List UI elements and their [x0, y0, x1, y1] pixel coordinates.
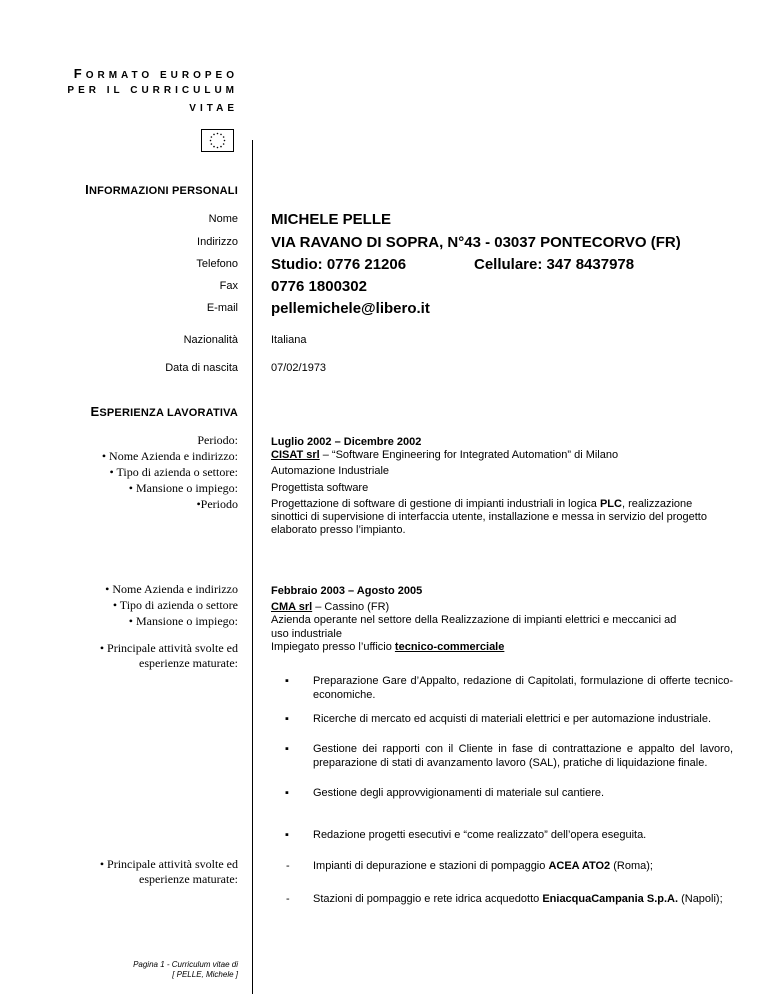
- job2-activity-1: Preparazione Gare d’Appalto, redazione di Capitolati, formulazione di offerte tecnico-economiche.: [313, 675, 733, 701]
- section-work-rest: SPERIENZA LAVORATIVA: [99, 407, 238, 419]
- footer-line-2: [ PELLE, Michele ]: [172, 970, 238, 979]
- job2-label-activities2-1: • Principale attività svolte ed: [99, 857, 238, 871]
- job2-period: Febbraio 2003 – Agosto 2005: [271, 585, 423, 597]
- job2-role-line: [271, 641, 731, 654]
- value-birth-date: 07/02/1973: [271, 362, 327, 374]
- job1-label-role: • Mansione o impiego:: [128, 481, 238, 495]
- section-personal-info: [85, 182, 238, 197]
- value-email: pellemichele@libero.it: [271, 300, 430, 317]
- job2-project-2-bold: EniacquaCampania S.p.A.: [542, 893, 679, 905]
- job2-label-sector: • Tipo di azienda o settore: [112, 598, 238, 612]
- job2-sector: Azienda operante nel settore della Realizzazione di impianti elettrici e meccanici ad uso industriale: [271, 614, 677, 640]
- cv-title-line-2: PER IL CURRICULUM: [67, 85, 238, 96]
- job1-label-sector: • Tipo di azienda o settore:: [109, 465, 238, 479]
- job2-project-1-bold: ACEA ATO2: [548, 860, 611, 872]
- value-phone-studio: Studio: 0776 21206: [271, 256, 407, 273]
- cv-title-line-3: VITAE: [189, 103, 238, 114]
- job2-label-activities2-2: esperienze maturate:: [139, 872, 238, 886]
- job1-label-period: Periodo:: [197, 433, 238, 447]
- job2-project-1: [313, 860, 733, 874]
- job2-activity-5: Redazione progetti esecutivi e “come realizzato” dell’opera eseguita.: [313, 829, 647, 841]
- job1-company-line: [271, 449, 731, 462]
- value-fax: 0776 1800302: [271, 278, 367, 295]
- label-phone: Telefono: [196, 258, 238, 270]
- value-phone-cell: Cellulare: 347 8437978: [474, 256, 635, 273]
- job2-company: CMA srl: [271, 601, 313, 614]
- label-address: Indirizzo: [197, 236, 238, 248]
- dash-marker: -: [286, 860, 290, 872]
- column-divider: [252, 140, 253, 994]
- job2-label-role: • Mansione o impiego:: [128, 614, 238, 628]
- label-email: E-mail: [206, 302, 238, 314]
- job2-company-line: [271, 601, 731, 614]
- job2-label-activities-2: esperienze maturate:: [139, 656, 238, 670]
- bullet-icon: ▪: [285, 829, 289, 841]
- bullet-icon: ▪: [285, 675, 289, 687]
- eu-flag-logo: [201, 129, 234, 152]
- bullet-icon: ▪: [285, 787, 289, 799]
- job2-activity-2: Ricerche di mercato ed acquisti di materiali elettrici e per automazione industriale.: [313, 713, 712, 725]
- job2-details: [271, 585, 731, 654]
- value-address: VIA RAVANO DI SOPRA, N°43 - 03037 PONTECORVO (FR): [271, 234, 681, 251]
- section-personal-initial: I: [85, 182, 89, 197]
- job1-label-period-2: •Periodo: [196, 497, 238, 511]
- section-personal-rest: NFORMAZIONI PERSONALI: [88, 185, 238, 197]
- job1-period: Luglio 2002 – Dicembre 2002: [271, 436, 422, 448]
- footer-line-1: Pagina 1 - Curriculum vitae di: [133, 960, 238, 969]
- job2-company-desc: – Cassino (FR): [312, 601, 390, 614]
- label-fax: Fax: [219, 280, 238, 292]
- cv-title-rest: ORMATO EUROPEO: [85, 70, 238, 81]
- job1-desc-bold: PLC: [599, 497, 622, 510]
- job1-description: [271, 498, 731, 538]
- job1-desc-pre: Progettazione di software di gestione di impianti industriali in logica: [271, 497, 600, 510]
- job2-label-activities-1: • Principale attività svolte ed: [99, 641, 238, 655]
- job2-activity-4: Gestione degli approvvigionamenti di materiale sul cantiere.: [313, 787, 605, 799]
- label-birth-date: Data di nascita: [165, 362, 238, 374]
- job1-sector: Automazione Industriale: [271, 465, 390, 478]
- job2-role: Impiegato presso l’ufficio: [271, 640, 395, 653]
- job1-desc-post: , realizzazione sinottici di supervisione di interfaccia utente, installazione e messa in servizio del progetto elaborato presso l’impianto.: [271, 497, 707, 537]
- job2-project-2-post: (Napoli);: [678, 893, 723, 905]
- label-nationality: Nazionalità: [183, 334, 238, 346]
- job1-details: [271, 436, 731, 537]
- cv-title-line-1: [74, 66, 238, 81]
- job2-project-2-pre: Stazioni di pompaggio e rete idrica acquedotto: [313, 893, 543, 905]
- job1-company: CISAT srl: [271, 449, 320, 462]
- cv-title-initial: F: [73, 66, 86, 81]
- job2-project-2: [313, 893, 733, 907]
- job1-label-company: • Nome Azienda e indirizzo:: [101, 449, 238, 463]
- job2-label-company: • Nome Azienda e indirizzo: [105, 582, 238, 596]
- section-work-initial: E: [90, 404, 100, 419]
- page-footer: [133, 960, 238, 980]
- job1-role: Progettista software: [271, 481, 369, 494]
- job2-role-office: tecnico-commerciale: [394, 640, 505, 653]
- bullet-icon: ▪: [285, 743, 289, 755]
- section-work-experience: [90, 404, 238, 419]
- value-nationality: Italiana: [271, 334, 307, 346]
- job1-company-desc: – “Software Engineering for Integrated Automation” di Milano: [319, 449, 619, 462]
- dash-marker: -: [286, 893, 290, 905]
- job2-project-1-pre: Impianti di depurazione e stazioni di pompaggio: [313, 860, 549, 872]
- label-name: Nome: [208, 213, 238, 225]
- bullet-icon: ▪: [285, 713, 289, 725]
- value-name: MICHELE PELLE: [271, 211, 392, 228]
- job2-project-1-post: (Roma);: [610, 860, 653, 872]
- job2-activity-3: Gestione dei rapporti con il Cliente in fase di contrattazione e appalto del lavoro, preparazione di stati di avanzamento lavoro (SAL), pratiche di liquidazione finale.: [313, 743, 733, 769]
